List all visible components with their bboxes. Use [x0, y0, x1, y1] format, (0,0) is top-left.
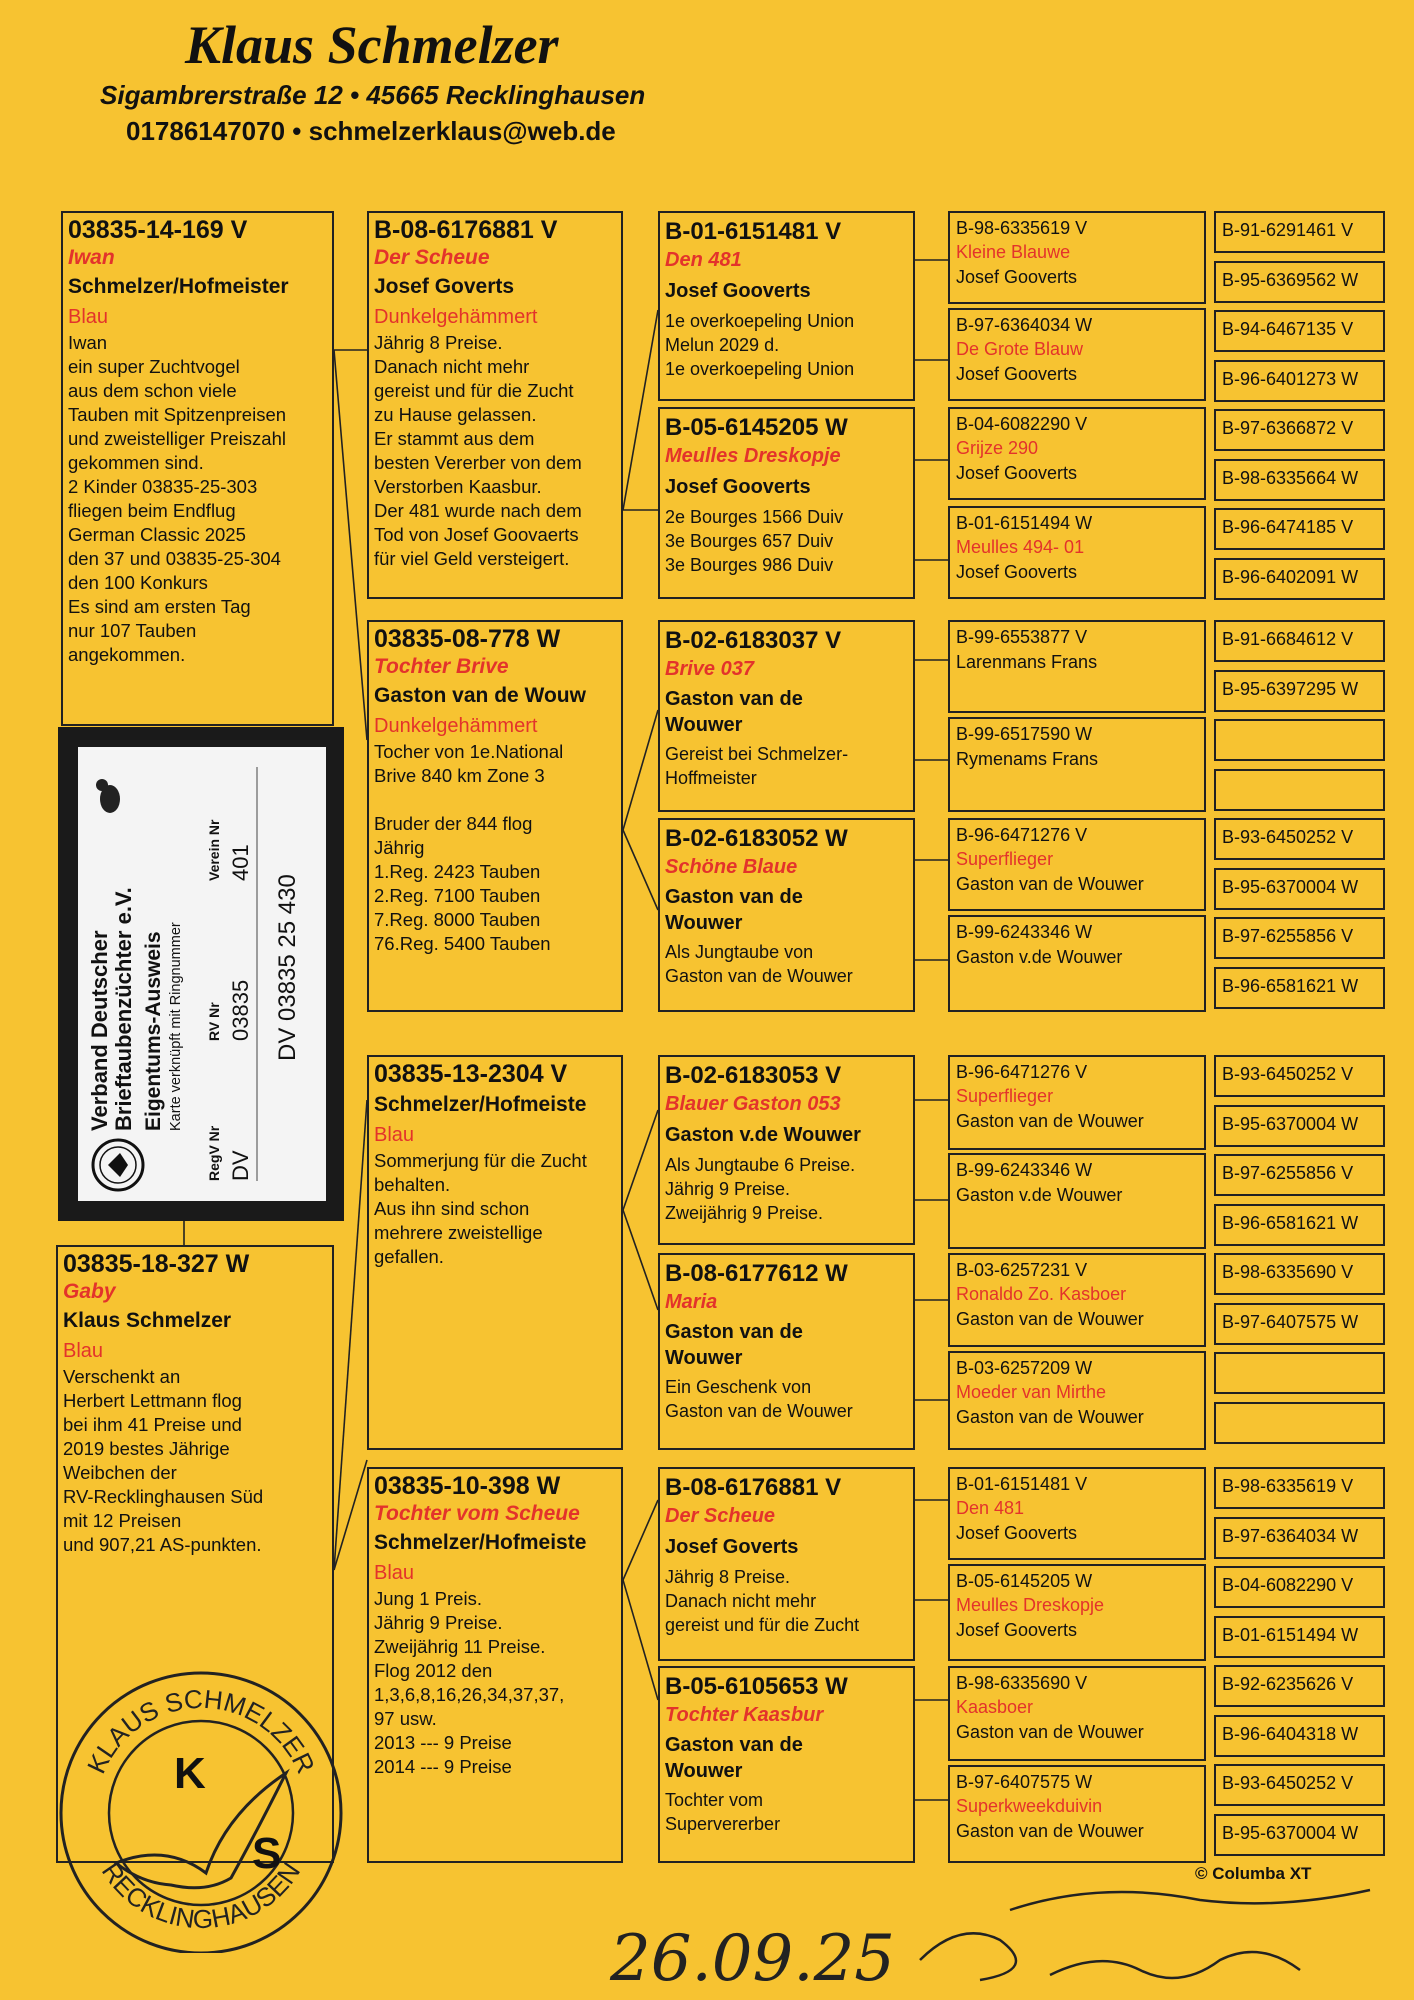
- ggp-description: Tochter vom Supervererber: [665, 1790, 781, 1834]
- great-grandparent-card[interactable]: [658, 1666, 915, 1863]
- card-title: Eigentums-Ausweis: [142, 931, 165, 1131]
- gen5-card[interactable]: [1214, 1303, 1385, 1345]
- grandparent-breeder: Gaston van de Wouw: [374, 684, 586, 707]
- gen5-card[interactable]: [1214, 1055, 1385, 1097]
- ggp-breeder: Josef Gooverts: [665, 476, 811, 498]
- gen5-ring: B-97-6407575 W: [1222, 1311, 1359, 1332]
- gen5-card[interactable]: [1214, 1402, 1385, 1444]
- grandparent-description: Sommerjung für die Zucht behalten. Aus ihn sind schon mehrere zweistellige gefallen.: [374, 1150, 587, 1267]
- gen5-ring: B-93-6450252 V: [1222, 1064, 1354, 1084]
- gen4-ring: B-99-6243346 W: [956, 1160, 1093, 1180]
- handwritten-signature: [580, 1880, 1400, 2000]
- card-rv-value: 03835: [228, 979, 253, 1041]
- dam-color: Blau: [63, 1340, 104, 1362]
- ggp-name: Maria: [665, 1291, 718, 1313]
- ggp-description: Als Jungtaube 6 Preise. Jährig 9 Preise. Zweijährig 9 Preise.: [665, 1155, 856, 1223]
- gen5-ring: B-01-6151494 W: [1222, 1624, 1359, 1645]
- sire-description: Iwan ein super Zuchtvogel aus dem schon viele Tauben mit Spitzenpreisen und zweistelliger Preiszahl gekommen sind. 2 Kinder 03835-25-303 fliegen beim Endflug German Classic 2025 den 37 und 03835-25-304 den 100 Konkurs Es sind am ersten Tag nur 107 Tauben angekommen.: [68, 332, 287, 665]
- gen4-name: Den 481: [956, 1498, 1025, 1518]
- breeder-address: Sigambrerstraße 12 • 45665 Recklinghausen: [100, 80, 646, 110]
- gen5-ring: B-91-6291461 V: [1222, 220, 1354, 240]
- gen5-card[interactable]: [1214, 818, 1385, 860]
- card-rv-label: RV Nr: [206, 1002, 222, 1041]
- gen4-ring: B-97-6364034 W: [956, 315, 1093, 335]
- gen4-ring: B-96-6471276 V: [956, 1062, 1088, 1082]
- grandparent-color: Blau: [374, 1124, 415, 1146]
- card-verein-value: 401: [228, 844, 253, 881]
- gen4-name: Meulles 494- 01: [956, 537, 1085, 557]
- ggp-ring: B-02-6183053 V: [665, 1062, 842, 1089]
- card-divider: [256, 767, 258, 1181]
- gen4-card[interactable]: [948, 308, 1206, 401]
- gen4-ring: B-03-6257231 V: [956, 1260, 1088, 1280]
- sire-breeder: Schmelzer/Hofmeister: [68, 275, 289, 298]
- grandparent-breeder: Schmelzer/Hofmeiste: [374, 1093, 587, 1116]
- gen5-card[interactable]: [1214, 558, 1385, 600]
- gen5-ring: B-98-6335690 V: [1222, 1262, 1354, 1282]
- grandparent-description: Jung 1 Preis. Jährig 9 Preise. Zweijährig 11 Preise. Flog 2012 den 1,3,6,8,16,26,34,37,37, 97 usw. 2013 --- 9 Preise 2014 --- 9 Preise: [374, 1588, 565, 1777]
- card-verein-label: Verein Nr: [206, 819, 222, 881]
- grandparent-card[interactable]: [367, 1467, 623, 1863]
- grandparent-color: Dunkelgehämmert: [374, 306, 538, 328]
- gen4-breeder: Larenmans Frans: [956, 652, 1098, 672]
- gen5-ring: B-04-6082290 V: [1222, 1575, 1354, 1595]
- sire-ring: 03835-14-169 V: [68, 216, 248, 244]
- gen5-card[interactable]: [1214, 1814, 1385, 1856]
- gen4-card[interactable]: [948, 1351, 1206, 1450]
- gen4-breeder: Gaston van de Wouwer: [956, 1309, 1144, 1329]
- ggp-description: 1e overkoepeling Union Melun 2029 d. 1e overkoepeling Union: [665, 311, 855, 379]
- gen4-breeder: Josef Gooverts: [956, 364, 1078, 384]
- great-grandparent-card[interactable]: [658, 407, 915, 599]
- ggp-name: Meulles Dreskopje: [665, 445, 841, 467]
- ggp-breeder: Gaston van de Wouwer: [665, 1321, 803, 1369]
- gen4-card[interactable]: [948, 1765, 1206, 1863]
- ggp-name: Der Scheue: [665, 1505, 776, 1527]
- gen4-name: Meulles Dreskopje: [956, 1595, 1105, 1615]
- gen4-breeder: Josef Gooverts: [956, 1620, 1078, 1640]
- grandparent-ring: 03835-10-398 W: [374, 1472, 561, 1500]
- gen5-ring: B-95-6370004 W: [1222, 1113, 1359, 1134]
- ggp-breeder: Josef Goverts: [665, 1536, 799, 1558]
- gen5-card[interactable]: [1214, 1154, 1385, 1196]
- gen4-name: Kleine Blauwe: [956, 242, 1071, 262]
- gen4-card[interactable]: [948, 1467, 1206, 1560]
- great-grandparent-card[interactable]: [658, 1055, 915, 1245]
- gen4-ring: B-03-6257209 W: [956, 1358, 1093, 1378]
- breeder-contact: 01786147070 • schmelzerklaus@web.de: [126, 116, 616, 146]
- gen5-card[interactable]: [1214, 1566, 1385, 1608]
- ggp-name: Blauer Gaston 053: [665, 1093, 841, 1115]
- ggp-description: 2e Bourges 1566 Duiv 3e Bourges 657 Duiv 3e Bourges 986 Duiv: [665, 507, 844, 575]
- grandparent-description: Tocher von 1e.National Brive 840 km Zone 3 Bruder der 844 flog Jährig 1.Reg. 2423 Tauben 2.Reg. 7100 Tauben 7.Reg. 8000 Tauben 76.Reg. 5400 Tauben: [374, 741, 564, 954]
- ggp-ring: B-05-6145205 W: [665, 414, 848, 441]
- gen5-ring: B-95-6370004 W: [1222, 876, 1359, 897]
- gen5-ring: B-96-6581621 W: [1222, 975, 1359, 996]
- gen5-card[interactable]: [1214, 1467, 1385, 1509]
- gen5-ring: B-91-6684612 V: [1222, 629, 1354, 649]
- ggp-ring: B-02-6183052 W: [665, 825, 848, 852]
- gen4-card[interactable]: [948, 211, 1206, 304]
- ggp-breeder: Gaston van de Wouwer: [665, 688, 803, 736]
- great-grandparent-card[interactable]: [658, 1467, 915, 1661]
- gen5-ring: B-92-6235626 V: [1222, 1674, 1354, 1694]
- gen4-card[interactable]: [948, 1564, 1206, 1661]
- gen5-ring: B-95-6397295 W: [1222, 678, 1359, 699]
- gen5-ring: B-97-6255856 V: [1222, 926, 1354, 946]
- gen4-breeder: Rymenams Frans: [956, 749, 1099, 769]
- gen4-card[interactable]: [948, 407, 1206, 500]
- gen4-breeder: Gaston v.de Wouwer: [956, 1185, 1123, 1205]
- gen5-card[interactable]: [1214, 1764, 1385, 1806]
- gen5-ring: B-96-6402091 W: [1222, 566, 1359, 587]
- ggp-name: Tochter Kaasbur: [665, 1704, 824, 1726]
- gen5-card[interactable]: [1214, 917, 1385, 959]
- pigeon-mark-icon: [88, 773, 128, 821]
- ggp-description: Ein Geschenk von Gaston van de Wouwer: [665, 1377, 853, 1421]
- gen5-card[interactable]: [1214, 1715, 1385, 1757]
- gen5-ring: B-96-6401273 W: [1222, 368, 1359, 389]
- grandparent-name: Der Scheue: [374, 246, 490, 269]
- great-grandparent-card[interactable]: [658, 1253, 915, 1450]
- dam-description: Verschenkt an Herbert Lettmann flog bei ihm 41 Preise und 2019 bestes Jährige Weibchen der RV-Recklinghausen Süd mit 12 Preisen und 907,21 AS-punkten.: [63, 1366, 264, 1555]
- gen4-name: Superkweekduivin: [956, 1796, 1103, 1816]
- grandparent-card[interactable]: [367, 620, 623, 1012]
- ggp-ring: B-01-6151481 V: [665, 218, 842, 245]
- ggp-ring: B-08-6177612 W: [665, 1260, 848, 1287]
- gen4-ring: B-01-6151494 W: [956, 513, 1093, 533]
- ggp-ring: B-02-6183037 V: [665, 627, 842, 654]
- great-grandparent-card[interactable]: [658, 620, 915, 812]
- card-ring-number: DV 03835 25 430: [274, 874, 301, 1061]
- signature-date: 26.09.25: [610, 1922, 895, 1996]
- card-subtitle: Karte verknüpft mit Ringnummer: [168, 922, 184, 1131]
- gen4-breeder: Gaston v.de Wouwer: [956, 947, 1123, 967]
- ks-stamp: [56, 1663, 346, 1953]
- gen4-breeder: Josef Gooverts: [956, 267, 1078, 287]
- gen4-breeder: Gaston van de Wouwer: [956, 1111, 1144, 1131]
- gen5-card[interactable]: [1214, 670, 1385, 712]
- gen4-ring: B-98-6335619 V: [956, 218, 1088, 238]
- gen5-ring: B-97-6366872 V: [1222, 418, 1354, 438]
- gen5-card[interactable]: [1214, 620, 1385, 662]
- gen5-card[interactable]: [1214, 868, 1385, 910]
- stamp-letter-k: K: [174, 1749, 206, 1798]
- dam-name: Gaby: [63, 1280, 116, 1303]
- gen4-name: Ronaldo Zo. Kasboer: [956, 1284, 1127, 1304]
- ggp-breeder: Josef Gooverts: [665, 280, 811, 302]
- ownership-card: [58, 727, 344, 1221]
- gen4-ring: B-01-6151481 V: [956, 1474, 1088, 1494]
- card-regv-label: RegV Nr: [206, 1125, 222, 1181]
- gen5-ring: B-96-6581621 W: [1222, 1212, 1359, 1233]
- gen4-breeder: Josef Gooverts: [956, 562, 1078, 582]
- gen5-card[interactable]: [1214, 1616, 1385, 1658]
- great-grandparent-card[interactable]: [658, 211, 915, 401]
- copyright: © Columba XT: [1195, 1864, 1312, 1883]
- gen4-card[interactable]: [948, 620, 1206, 713]
- gen4-name: Superflieger: [956, 1086, 1054, 1106]
- ggp-name: Schöne Blaue: [665, 856, 798, 878]
- card-organization: Verband Deutscher Brieftaubenzüchter e.V.: [87, 887, 136, 1131]
- dam-ring: 03835-18-327 W: [63, 1250, 250, 1278]
- grandparent-breeder: Schmelzer/Hofmeiste: [374, 1531, 587, 1554]
- grandparent-color: Dunkelgehämmert: [374, 715, 538, 737]
- gen5-card[interactable]: [1214, 310, 1385, 352]
- gen4-breeder: Josef Gooverts: [956, 1523, 1078, 1543]
- gen4-card[interactable]: [948, 1055, 1206, 1150]
- grandparent-ring: 03835-08-778 W: [374, 625, 561, 653]
- gen4-name: Superflieger: [956, 849, 1054, 869]
- ggp-description: Jährig 8 Preise. Danach nicht mehr gereist und für die Zucht: [665, 1567, 860, 1635]
- gen5-card[interactable]: [1214, 409, 1385, 451]
- gen4-ring: B-98-6335690 V: [956, 1673, 1088, 1693]
- gen5-ring: B-96-6404318 W: [1222, 1723, 1359, 1744]
- great-grandparent-card[interactable]: [658, 818, 915, 1012]
- sire-color: Blau: [68, 306, 109, 328]
- gen5-ring: B-97-6255856 V: [1222, 1163, 1354, 1183]
- sire-card[interactable]: [61, 211, 334, 726]
- grandparent-card[interactable]: [367, 1055, 623, 1450]
- gen5-ring: B-93-6450252 V: [1222, 1773, 1354, 1793]
- gen5-ring: B-94-6467135 V: [1222, 319, 1354, 339]
- vdb-logo-icon: [90, 1137, 146, 1193]
- gen5-card[interactable]: [1214, 1105, 1385, 1147]
- grandparent-card[interactable]: [367, 211, 623, 599]
- gen4-card[interactable]: [948, 818, 1206, 911]
- gen5-card[interactable]: [1214, 1253, 1385, 1295]
- gen5-card[interactable]: [1214, 508, 1385, 550]
- ggp-ring: B-08-6176881 V: [665, 1474, 842, 1501]
- gen5-card[interactable]: [1214, 1204, 1385, 1246]
- stamp-letter-s: S: [252, 1829, 282, 1878]
- stamp-bottom-text: RECKLINGHAUSEN: [95, 1856, 307, 1935]
- gen4-ring: B-99-6243346 W: [956, 922, 1093, 942]
- gen4-card[interactable]: [948, 1153, 1206, 1249]
- gen4-name: Moeder van Mirthe: [956, 1382, 1107, 1402]
- gen5-card[interactable]: [1214, 211, 1385, 253]
- gen5-ring: B-98-6335664 W: [1222, 467, 1359, 488]
- gen4-ring: B-97-6407575 W: [956, 1772, 1093, 1792]
- ggp-breeder: Gaston van de Wouwer: [665, 886, 803, 934]
- gen4-ring: B-05-6145205 W: [956, 1571, 1093, 1591]
- ggp-ring: B-05-6105653 W: [665, 1673, 848, 1700]
- gen5-ring: B-95-6369562 W: [1222, 269, 1359, 290]
- gen4-name: De Grote Blauw: [956, 339, 1084, 359]
- ggp-description: Gereist bei Schmelzer- Hoffmeister: [665, 744, 849, 788]
- gen5-card[interactable]: [1214, 967, 1385, 1009]
- gen4-breeder: Gaston van de Wouwer: [956, 1407, 1144, 1427]
- grandparent-breeder: Josef Goverts: [374, 275, 515, 298]
- ggp-name: Brive 037: [665, 658, 754, 680]
- dam-breeder: Klaus Schmelzer: [63, 1309, 232, 1332]
- gen5-card[interactable]: [1214, 769, 1385, 811]
- gen4-card[interactable]: [948, 915, 1206, 1012]
- gen5-card[interactable]: [1214, 719, 1385, 761]
- gen5-ring: B-95-6370004 W: [1222, 1822, 1359, 1843]
- gen4-name: Grijze 290: [956, 438, 1039, 458]
- gen4-name: Kaasboer: [956, 1697, 1034, 1717]
- ggp-description: Als Jungtaube von Gaston van de Wouwer: [665, 942, 853, 986]
- ggp-name: Den 481: [665, 249, 742, 271]
- gen5-ring: B-98-6335619 V: [1222, 1476, 1354, 1496]
- grandparent-name: Tochter Brive: [374, 655, 509, 678]
- gen4-card[interactable]: [948, 506, 1206, 599]
- card-regv-value: DV: [228, 1150, 253, 1181]
- gen4-ring: B-96-6471276 V: [956, 825, 1088, 845]
- gen5-ring: B-96-6474185 V: [1222, 517, 1354, 537]
- sire-name: Iwan: [68, 246, 115, 269]
- gen4-breeder: Gaston van de Wouwer: [956, 1821, 1144, 1841]
- gen5-card[interactable]: [1214, 1665, 1385, 1707]
- gen4-card[interactable]: [948, 717, 1206, 812]
- gen5-ring: B-97-6364034 W: [1222, 1525, 1359, 1546]
- gen5-ring: B-93-6450252 V: [1222, 827, 1354, 847]
- gen4-ring: B-99-6517590 W: [956, 724, 1093, 744]
- grandparent-ring: 03835-13-2304 V: [374, 1060, 568, 1088]
- gen4-breeder: Gaston van de Wouwer: [956, 1722, 1144, 1742]
- stamp-top-text: KLAUS SCHMELZER: [80, 1683, 322, 1778]
- grandparent-name: Tochter vom Scheue: [374, 1502, 580, 1525]
- grandparent-description: Jährig 8 Preise. Danach nicht mehr gereist und für die Zucht zu Hause gelassen. Er stammt aus dem besten Vererber von dem Verstorben Kaasbur. Der 481 wurde nach dem Tod von Josef Goovaerts für viel Geld versteigert.: [374, 332, 582, 569]
- grandparent-ring: B-08-6176881 V: [374, 216, 558, 244]
- gen4-breeder: Gaston van de Wouwer: [956, 874, 1144, 894]
- gen5-card[interactable]: [1214, 1517, 1385, 1559]
- gen5-card[interactable]: [1214, 360, 1385, 402]
- grandparent-color: Blau: [374, 1562, 415, 1584]
- gen4-card[interactable]: [948, 1666, 1206, 1761]
- gen5-card[interactable]: [1214, 261, 1385, 303]
- gen4-ring: B-99-6553877 V: [956, 627, 1088, 647]
- gen5-card[interactable]: [1214, 459, 1385, 501]
- breeder-name: Klaus Schmelzer: [185, 15, 559, 75]
- gen5-card[interactable]: [1214, 1352, 1385, 1394]
- ggp-breeder: Gaston v.de Wouwer: [665, 1124, 861, 1146]
- ggp-breeder: Gaston van de Wouwer: [665, 1734, 803, 1782]
- gen4-card[interactable]: [948, 1253, 1206, 1347]
- gen4-ring: B-04-6082290 V: [956, 414, 1088, 434]
- gen4-breeder: Josef Gooverts: [956, 463, 1078, 483]
